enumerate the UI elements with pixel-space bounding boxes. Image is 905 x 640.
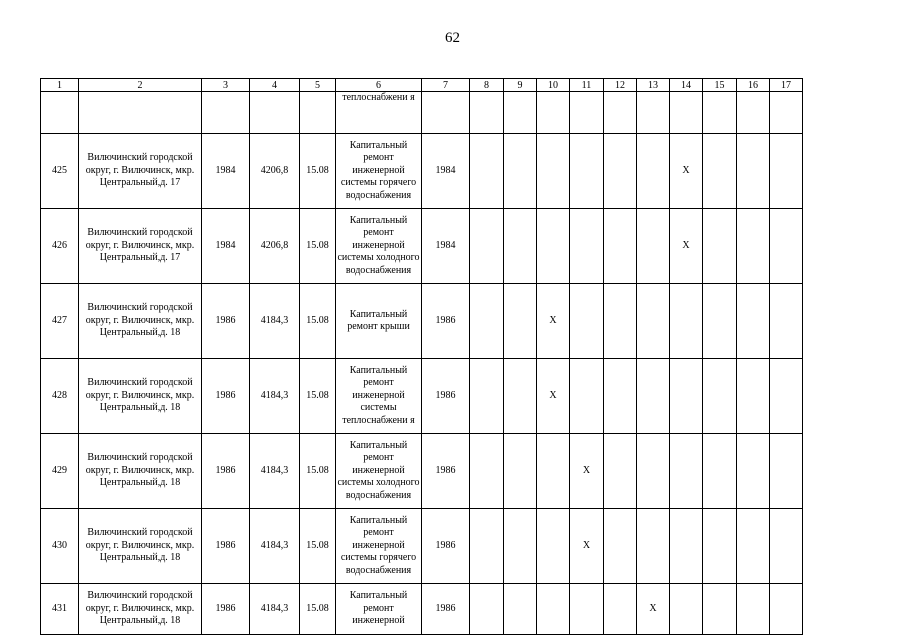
cell-address: Вилючинский городской округ, г. Вилючинск, мкр. Центральный,д. 18 [79, 284, 202, 359]
cell-c15 [703, 359, 737, 434]
cell-c14 [670, 584, 703, 635]
cell-c14 [670, 284, 703, 359]
cell-num: 429 [41, 434, 79, 509]
cell-c10 [537, 134, 570, 209]
cell-c15 [703, 509, 737, 584]
cell-code: 15.08 [300, 509, 336, 584]
cell-area: 4184,3 [250, 434, 300, 509]
cell-work: Капитальный ремонт крыши [336, 284, 422, 359]
cell-work: теплоснабжени я [336, 92, 422, 134]
cell-c13: X [637, 584, 670, 635]
cell-c8 [470, 509, 504, 584]
cell-c9 [504, 92, 537, 134]
cell-code: 15.08 [300, 434, 336, 509]
cell-c14: X [670, 209, 703, 284]
continuation-row [41, 92, 803, 134]
cell-c17 [770, 359, 803, 434]
cell-num [41, 92, 79, 134]
cell-code: 15.08 [300, 359, 336, 434]
cell-num: 431 [41, 584, 79, 635]
cell-area: 4184,3 [250, 359, 300, 434]
cell-num: 428 [41, 359, 79, 434]
cell-c10 [537, 584, 570, 635]
cell-c12 [604, 509, 637, 584]
cell-c8 [470, 134, 504, 209]
cell-c16 [737, 509, 770, 584]
cell-c17 [770, 209, 803, 284]
column-header: 4 [250, 79, 300, 92]
register-table [40, 78, 803, 635]
column-header: 15 [703, 79, 737, 92]
cell-num: 430 [41, 509, 79, 584]
cell-c16 [737, 434, 770, 509]
cell-code: 15.08 [300, 284, 336, 359]
table-row [41, 134, 803, 209]
cell-c16 [737, 92, 770, 134]
cell-area: 4206,8 [250, 134, 300, 209]
cell-c13 [637, 92, 670, 134]
cell-c15 [703, 434, 737, 509]
page-number: 62 [445, 30, 460, 46]
cell-c17 [770, 434, 803, 509]
column-number-row [41, 79, 803, 92]
column-header: 12 [604, 79, 637, 92]
cell-c12 [604, 92, 637, 134]
cell-c15 [703, 284, 737, 359]
cell-c14 [670, 434, 703, 509]
column-header: 2 [79, 79, 202, 92]
cell-address: Вилючинский городской округ, г. Вилючинск, мкр. Центральный,д. 17 [79, 209, 202, 284]
cell-address: Вилючинский городской округ, г. Вилючинск, мкр. Центральный,д. 18 [79, 584, 202, 635]
cell-area: 4206,8 [250, 209, 300, 284]
cell-c14 [670, 92, 703, 134]
cell-num: 425 [41, 134, 79, 209]
cell-code [300, 92, 336, 134]
cell-c12 [604, 209, 637, 284]
cell-year: 1986 [202, 509, 250, 584]
column-header: 7 [422, 79, 470, 92]
column-header: 11 [570, 79, 604, 92]
cell-year2: 1986 [422, 359, 470, 434]
cell-c9 [504, 584, 537, 635]
cell-year2: 1984 [422, 209, 470, 284]
cell-c9 [504, 209, 537, 284]
cell-c9 [504, 434, 537, 509]
cell-c10 [537, 92, 570, 134]
cell-work: Капитальный ремонт инженерной системы холодного водоснабжения [336, 434, 422, 509]
cell-c10 [537, 434, 570, 509]
cell-address: Вилючинский городской округ, г. Вилючинск, мкр. Центральный,д. 18 [79, 434, 202, 509]
cell-c15 [703, 209, 737, 284]
table-row [41, 584, 803, 635]
cell-c11 [570, 359, 604, 434]
cell-code: 15.08 [300, 584, 336, 635]
cell-c8 [470, 209, 504, 284]
cell-year: 1986 [202, 284, 250, 359]
cell-c12 [604, 284, 637, 359]
cell-c8 [470, 92, 504, 134]
cell-c9 [504, 359, 537, 434]
cell-year2 [422, 92, 470, 134]
table-row [41, 209, 803, 284]
cell-year: 1986 [202, 434, 250, 509]
cell-area: 4184,3 [250, 584, 300, 635]
cell-c15 [703, 584, 737, 635]
cell-work: Капитальный ремонт инженерной [336, 584, 422, 635]
cell-c13 [637, 509, 670, 584]
cell-c11 [570, 284, 604, 359]
cell-c8 [470, 359, 504, 434]
cell-c11: X [570, 434, 604, 509]
cell-c15 [703, 134, 737, 209]
cell-c12 [604, 584, 637, 635]
cell-c13 [637, 134, 670, 209]
table-row [41, 359, 803, 434]
cell-c10 [537, 509, 570, 584]
cell-c9 [504, 284, 537, 359]
cell-c8 [470, 434, 504, 509]
cell-address: Вилючинский городской округ, г. Вилючинск, мкр. Центральный,д. 18 [79, 509, 202, 584]
cell-area: 4184,3 [250, 284, 300, 359]
cell-year2: 1986 [422, 284, 470, 359]
table-row [41, 509, 803, 584]
cell-c17 [770, 584, 803, 635]
cell-c12 [604, 134, 637, 209]
cell-c16 [737, 134, 770, 209]
cell-c13 [637, 359, 670, 434]
cell-code: 15.08 [300, 209, 336, 284]
cell-num: 427 [41, 284, 79, 359]
column-header: 8 [470, 79, 504, 92]
column-header: 17 [770, 79, 803, 92]
cell-c13 [637, 284, 670, 359]
cell-c9 [504, 134, 537, 209]
cell-c12 [604, 359, 637, 434]
cell-c16 [737, 284, 770, 359]
cell-c16 [737, 359, 770, 434]
cell-c17 [770, 134, 803, 209]
cell-c8 [470, 284, 504, 359]
cell-c14 [670, 509, 703, 584]
cell-work: Капитальный ремонт инженерной системы горячего водоснабжения [336, 509, 422, 584]
cell-year2: 1986 [422, 509, 470, 584]
column-header: 6 [336, 79, 422, 92]
cell-year: 1984 [202, 134, 250, 209]
cell-year: 1984 [202, 209, 250, 284]
cell-c14: X [670, 134, 703, 209]
cell-work: Капитальный ремонт инженерной системы холодного водоснабжения [336, 209, 422, 284]
cell-c14 [670, 359, 703, 434]
cell-c11 [570, 584, 604, 635]
cell-c8 [470, 584, 504, 635]
cell-c11 [570, 209, 604, 284]
cell-year [202, 92, 250, 134]
cell-num: 426 [41, 209, 79, 284]
column-header: 16 [737, 79, 770, 92]
cell-year: 1986 [202, 359, 250, 434]
cell-c16 [737, 584, 770, 635]
cell-c9 [504, 509, 537, 584]
cell-address: Вилючинский городской округ, г. Вилючинск, мкр. Центральный,д. 18 [79, 359, 202, 434]
cell-c17 [770, 284, 803, 359]
cell-work: Капитальный ремонт инженерной системы теплоснабжени я [336, 359, 422, 434]
cell-c16 [737, 209, 770, 284]
cell-c13 [637, 434, 670, 509]
cell-c10: X [537, 284, 570, 359]
column-header: 9 [504, 79, 537, 92]
cell-c11: X [570, 509, 604, 584]
cell-code: 15.08 [300, 134, 336, 209]
cell-year2: 1986 [422, 434, 470, 509]
column-header: 1 [41, 79, 79, 92]
table-row [41, 434, 803, 509]
cell-c15 [703, 92, 737, 134]
cell-c11 [570, 134, 604, 209]
column-header: 3 [202, 79, 250, 92]
cell-address [79, 92, 202, 134]
cell-c10 [537, 209, 570, 284]
cell-c17 [770, 92, 803, 134]
cell-c17 [770, 509, 803, 584]
column-header: 5 [300, 79, 336, 92]
column-header: 13 [637, 79, 670, 92]
column-header: 14 [670, 79, 703, 92]
cell-work: Капитальный ремонт инженерной системы горячего водоснабжения [336, 134, 422, 209]
cell-c11 [570, 92, 604, 134]
cell-area: 4184,3 [250, 509, 300, 584]
table-row [41, 284, 803, 359]
cell-year2: 1986 [422, 584, 470, 635]
cell-year: 1986 [202, 584, 250, 635]
column-header: 10 [537, 79, 570, 92]
cell-c13 [637, 209, 670, 284]
cell-year2: 1984 [422, 134, 470, 209]
cell-c10: X [537, 359, 570, 434]
cell-area [250, 92, 300, 134]
cell-c12 [604, 434, 637, 509]
cell-address: Вилючинский городской округ, г. Вилючинск, мкр. Центральный,д. 17 [79, 134, 202, 209]
